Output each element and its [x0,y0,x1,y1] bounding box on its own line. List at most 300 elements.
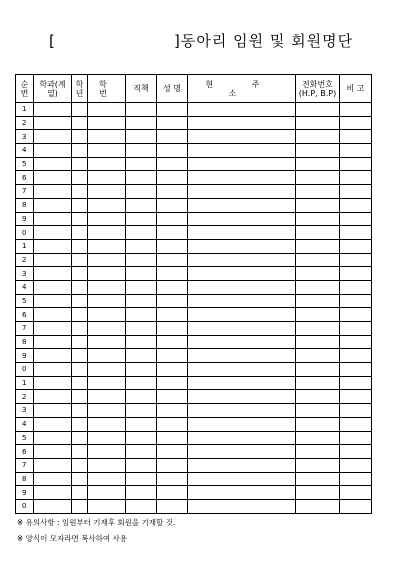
cell-grade[interactable] [72,294,88,308]
cell-phone[interactable] [296,363,340,377]
cell-phone[interactable] [296,144,340,158]
cell-grade[interactable] [72,144,88,158]
cell-student-id[interactable] [88,294,126,308]
cell-student-id[interactable] [88,472,126,486]
cell-name[interactable] [157,335,188,349]
cell-grade[interactable] [72,212,88,226]
form-notes [17,515,175,547]
cell-phone[interactable] [296,499,340,513]
cell-name[interactable] [157,157,188,171]
table-row [16,267,372,281]
cell-phone[interactable] [296,431,340,445]
cell-remark[interactable] [340,417,372,431]
row-number: 9 [16,212,34,226]
cell-address[interactable] [188,335,296,349]
cell-grade[interactable] [72,130,88,144]
cell-remark[interactable] [340,157,372,171]
cell-remark[interactable] [340,376,372,390]
cell-grade[interactable] [72,267,88,281]
cell-address[interactable] [188,499,296,513]
cell-dept[interactable] [34,185,72,199]
cell-dept[interactable] [34,198,72,212]
cell-address[interactable] [188,239,296,253]
title-left-bracket: [ [49,32,55,50]
cell-name[interactable] [157,417,188,431]
cell-remark[interactable] [340,185,372,199]
cell-phone[interactable] [296,308,340,322]
cell-dept[interactable] [34,349,72,363]
row-number: 7 [16,322,34,336]
row-number: 1 [16,103,34,117]
cell-student-id[interactable] [88,390,126,404]
cell-phone[interactable] [296,130,340,144]
cell-address[interactable] [188,267,296,281]
cell-phone[interactable] [296,253,340,267]
cell-grade[interactable] [72,458,88,472]
cell-remark[interactable] [340,308,372,322]
table-row [16,390,372,404]
cell-position[interactable] [126,116,157,130]
col-header-address: 현 주 소 [188,75,296,103]
cell-dept[interactable] [34,308,72,322]
cell-name[interactable] [157,144,188,158]
cell-address[interactable] [188,417,296,431]
cell-address[interactable] [188,390,296,404]
cell-name[interactable] [157,253,188,267]
cell-address[interactable] [188,253,296,267]
cell-grade[interactable] [72,116,88,130]
row-number: 4 [16,144,34,158]
row-number: 5 [16,157,34,171]
cell-name[interactable] [157,458,188,472]
cell-grade[interactable] [72,103,88,117]
cell-dept[interactable] [34,472,72,486]
cell-grade[interactable] [72,171,88,185]
cell-name[interactable] [157,390,188,404]
cell-phone[interactable] [296,280,340,294]
cell-name[interactable] [157,404,188,418]
cell-student-id[interactable] [88,486,126,500]
cell-name[interactable] [157,308,188,322]
cell-student-id[interactable] [88,404,126,418]
cell-phone[interactable] [296,157,340,171]
title-text: ]동아리 임원 및 회원명단 [174,32,354,50]
cell-position[interactable] [126,130,157,144]
cell-grade[interactable] [72,499,88,513]
cell-address[interactable] [188,103,296,117]
cell-phone[interactable] [296,404,340,418]
cell-phone[interactable] [296,458,340,472]
cell-remark[interactable] [340,226,372,240]
cell-address[interactable] [188,144,296,158]
row-number: 0 [16,363,34,377]
row-number: 7 [16,185,34,199]
cell-name[interactable] [157,445,188,459]
cell-grade[interactable] [72,349,88,363]
cell-student-id[interactable] [88,212,126,226]
col-header-student-id: 학 번 [88,75,126,103]
cell-grade[interactable] [72,308,88,322]
cell-position[interactable] [126,472,157,486]
col-header-dept: 학과(계열) [34,75,72,103]
row-number: 0 [16,499,34,513]
row-number: 5 [16,431,34,445]
form-title [0,26,400,56]
cell-address[interactable] [188,349,296,363]
cell-address[interactable] [188,294,296,308]
cell-student-id[interactable] [88,171,126,185]
cell-address[interactable] [188,116,296,130]
cell-address[interactable] [188,458,296,472]
row-number: 2 [16,390,34,404]
cell-grade[interactable] [72,198,88,212]
cell-address[interactable] [188,157,296,171]
cell-address[interactable] [188,322,296,336]
cell-grade[interactable] [72,185,88,199]
col-header-no: 순번 [16,75,34,103]
cell-position[interactable] [126,417,157,431]
cell-student-id[interactable] [88,458,126,472]
row-number: 3 [16,130,34,144]
cell-position[interactable] [126,294,157,308]
table-row [16,486,372,500]
cell-address[interactable] [188,198,296,212]
cell-dept[interactable] [34,376,72,390]
note-line: ※ 유의사항 : 임원부터 기재후 회원을 기재할 것. [17,518,176,527]
col-header-remark: 비 고 [340,75,372,103]
row-number: 7 [16,458,34,472]
cell-phone[interactable] [296,294,340,308]
table-row [16,308,372,322]
cell-student-id[interactable] [88,198,126,212]
cell-student-id[interactable] [88,226,126,240]
cell-student-id[interactable] [88,144,126,158]
cell-phone[interactable] [296,445,340,459]
table-row [16,157,372,171]
cell-student-id[interactable] [88,157,126,171]
cell-student-id[interactable] [88,376,126,390]
cell-phone[interactable] [296,486,340,500]
cell-student-id[interactable] [88,253,126,267]
cell-student-id[interactable] [88,280,126,294]
cell-position[interactable] [126,198,157,212]
cell-position[interactable] [126,431,157,445]
cell-student-id[interactable] [88,239,126,253]
cell-student-id[interactable] [88,335,126,349]
cell-phone[interactable] [296,349,340,363]
row-number: 6 [16,171,34,185]
cell-dept[interactable] [34,157,72,171]
table-row [16,144,372,158]
cell-address[interactable] [188,363,296,377]
cell-position[interactable] [126,144,157,158]
cell-student-id[interactable] [88,103,126,117]
cell-phone[interactable] [296,116,340,130]
cell-name[interactable] [157,363,188,377]
cell-dept[interactable] [34,226,72,240]
cell-dept[interactable] [34,239,72,253]
cell-position[interactable] [126,267,157,281]
cell-student-id[interactable] [88,130,126,144]
row-number: 3 [16,404,34,418]
cell-dept[interactable] [34,417,72,431]
cell-phone[interactable] [296,103,340,117]
cell-phone[interactable] [296,376,340,390]
cell-student-id[interactable] [88,417,126,431]
cell-phone[interactable] [296,335,340,349]
cell-name[interactable] [157,239,188,253]
cell-remark[interactable] [340,171,372,185]
header-row [16,75,372,103]
cell-dept[interactable] [34,212,72,226]
table-row [16,130,372,144]
cell-name[interactable] [157,499,188,513]
cell-position[interactable] [126,363,157,377]
cell-address[interactable] [188,472,296,486]
cell-dept[interactable] [34,363,72,377]
cell-dept[interactable] [34,486,72,500]
cell-position[interactable] [126,335,157,349]
cell-remark[interactable] [340,499,372,513]
table-row [16,335,372,349]
table-row [16,376,372,390]
cell-address[interactable] [188,212,296,226]
cell-grade[interactable] [72,390,88,404]
cell-dept[interactable] [34,116,72,130]
cell-student-id[interactable] [88,322,126,336]
cell-position[interactable] [126,157,157,171]
cell-student-id[interactable] [88,431,126,445]
cell-remark[interactable] [340,198,372,212]
cell-phone[interactable] [296,417,340,431]
cell-phone[interactable] [296,267,340,281]
row-number: 4 [16,417,34,431]
cell-phone[interactable] [296,390,340,404]
table-row [16,458,372,472]
table-row [16,417,372,431]
cell-remark[interactable] [340,486,372,500]
cell-position[interactable] [126,185,157,199]
cell-name[interactable] [157,431,188,445]
cell-name[interactable] [157,171,188,185]
cell-phone[interactable] [296,226,340,240]
cell-dept[interactable] [34,431,72,445]
cell-remark[interactable] [340,445,372,459]
cell-address[interactable] [188,404,296,418]
cell-grade[interactable] [72,363,88,377]
row-number: 1 [16,376,34,390]
row-number: 6 [16,445,34,459]
cell-dept[interactable] [34,458,72,472]
cell-dept[interactable] [34,322,72,336]
cell-name[interactable] [157,294,188,308]
table-row [16,239,372,253]
table-row [16,349,372,363]
cell-address[interactable] [188,185,296,199]
cell-position[interactable] [126,404,157,418]
cell-grade[interactable] [72,226,88,240]
cell-phone[interactable] [296,239,340,253]
cell-grade[interactable] [72,239,88,253]
cell-grade[interactable] [72,431,88,445]
cell-student-id[interactable] [88,185,126,199]
cell-phone[interactable] [296,472,340,486]
cell-position[interactable] [126,280,157,294]
cell-remark[interactable] [340,130,372,144]
cell-address[interactable] [188,226,296,240]
table-row [16,472,372,486]
row-number: 0 [16,226,34,240]
cell-remark[interactable] [340,335,372,349]
row-number: 6 [16,308,34,322]
cell-name[interactable] [157,280,188,294]
cell-address[interactable] [188,171,296,185]
cell-phone[interactable] [296,322,340,336]
cell-position[interactable] [126,239,157,253]
cell-remark[interactable] [340,363,372,377]
cell-name[interactable] [157,322,188,336]
cell-address[interactable] [188,130,296,144]
cell-grade[interactable] [72,445,88,459]
cell-grade[interactable] [72,417,88,431]
cell-address[interactable] [188,431,296,445]
table-row [16,322,372,336]
cell-remark[interactable] [340,404,372,418]
cell-dept[interactable] [34,445,72,459]
cell-name[interactable] [157,486,188,500]
row-number: 8 [16,472,34,486]
cell-dept[interactable] [34,267,72,281]
table-row [16,404,372,418]
cell-address[interactable] [188,376,296,390]
cell-phone[interactable] [296,171,340,185]
cell-student-id[interactable] [88,363,126,377]
cell-position[interactable] [126,390,157,404]
cell-grade[interactable] [72,404,88,418]
table-row [16,171,372,185]
cell-student-id[interactable] [88,267,126,281]
cell-name[interactable] [157,349,188,363]
cell-dept[interactable] [34,499,72,513]
note-line: ※ 양식이 모자라면 복사하여 사용 [17,534,128,543]
cell-dept[interactable] [34,404,72,418]
cell-dept[interactable] [34,103,72,117]
cell-grade[interactable] [72,376,88,390]
cell-dept[interactable] [34,294,72,308]
table-row [16,185,372,199]
cell-remark[interactable] [340,431,372,445]
cell-grade[interactable] [72,322,88,336]
cell-grade[interactable] [72,335,88,349]
cell-position[interactable] [126,308,157,322]
cell-remark[interactable] [340,349,372,363]
table-row [16,253,372,267]
cell-student-id[interactable] [88,499,126,513]
cell-remark[interactable] [340,144,372,158]
cell-position[interactable] [126,349,157,363]
cell-position[interactable] [126,499,157,513]
cell-name[interactable] [157,103,188,117]
cell-grade[interactable] [72,253,88,267]
cell-remark[interactable] [340,267,372,281]
cell-address[interactable] [188,445,296,459]
cell-address[interactable] [188,486,296,500]
cell-name[interactable] [157,130,188,144]
cell-dept[interactable] [34,253,72,267]
table-row [16,280,372,294]
cell-phone[interactable] [296,198,340,212]
cell-address[interactable] [188,280,296,294]
cell-name[interactable] [157,267,188,281]
cell-position[interactable] [126,458,157,472]
cell-remark[interactable] [340,458,372,472]
col-header-position: 직책 [126,75,157,103]
cell-remark[interactable] [340,253,372,267]
cell-grade[interactable] [72,486,88,500]
cell-name[interactable] [157,212,188,226]
cell-position[interactable] [126,253,157,267]
cell-remark[interactable] [340,239,372,253]
table-row [16,294,372,308]
cell-position[interactable] [126,445,157,459]
cell-student-id[interactable] [88,116,126,130]
cell-remark[interactable] [340,116,372,130]
cell-name[interactable] [157,198,188,212]
cell-student-id[interactable] [88,308,126,322]
cell-remark[interactable] [340,390,372,404]
cell-position[interactable] [126,103,157,117]
cell-phone[interactable] [296,212,340,226]
cell-position[interactable] [126,376,157,390]
cell-address[interactable] [188,308,296,322]
col-header-grade: 학년 [72,75,88,103]
cell-position[interactable] [126,212,157,226]
cell-grade[interactable] [72,157,88,171]
cell-dept[interactable] [34,144,72,158]
cell-remark[interactable] [340,294,372,308]
cell-student-id[interactable] [88,445,126,459]
col-header-phone: 전화번호 (H.P, B.P) [296,75,340,103]
cell-dept[interactable] [34,130,72,144]
cell-dept[interactable] [34,335,72,349]
cell-remark[interactable] [340,103,372,117]
cell-name[interactable] [157,226,188,240]
row-number: 8 [16,198,34,212]
cell-position[interactable] [126,171,157,185]
cell-dept[interactable] [34,171,72,185]
cell-phone[interactable] [296,185,340,199]
cell-position[interactable] [126,226,157,240]
cell-grade[interactable] [72,472,88,486]
cell-remark[interactable] [340,322,372,336]
cell-dept[interactable] [34,280,72,294]
cell-remark[interactable] [340,212,372,226]
cell-name[interactable] [157,472,188,486]
cell-name[interactable] [157,185,188,199]
cell-remark[interactable] [340,472,372,486]
cell-remark[interactable] [340,280,372,294]
cell-position[interactable] [126,486,157,500]
cell-dept[interactable] [34,390,72,404]
row-number: 8 [16,335,34,349]
cell-grade[interactable] [72,280,88,294]
cell-position[interactable] [126,322,157,336]
cell-student-id[interactable] [88,349,126,363]
table-row [16,103,372,117]
row-number: 1 [16,239,34,253]
cell-name[interactable] [157,116,188,130]
cell-name[interactable] [157,376,188,390]
